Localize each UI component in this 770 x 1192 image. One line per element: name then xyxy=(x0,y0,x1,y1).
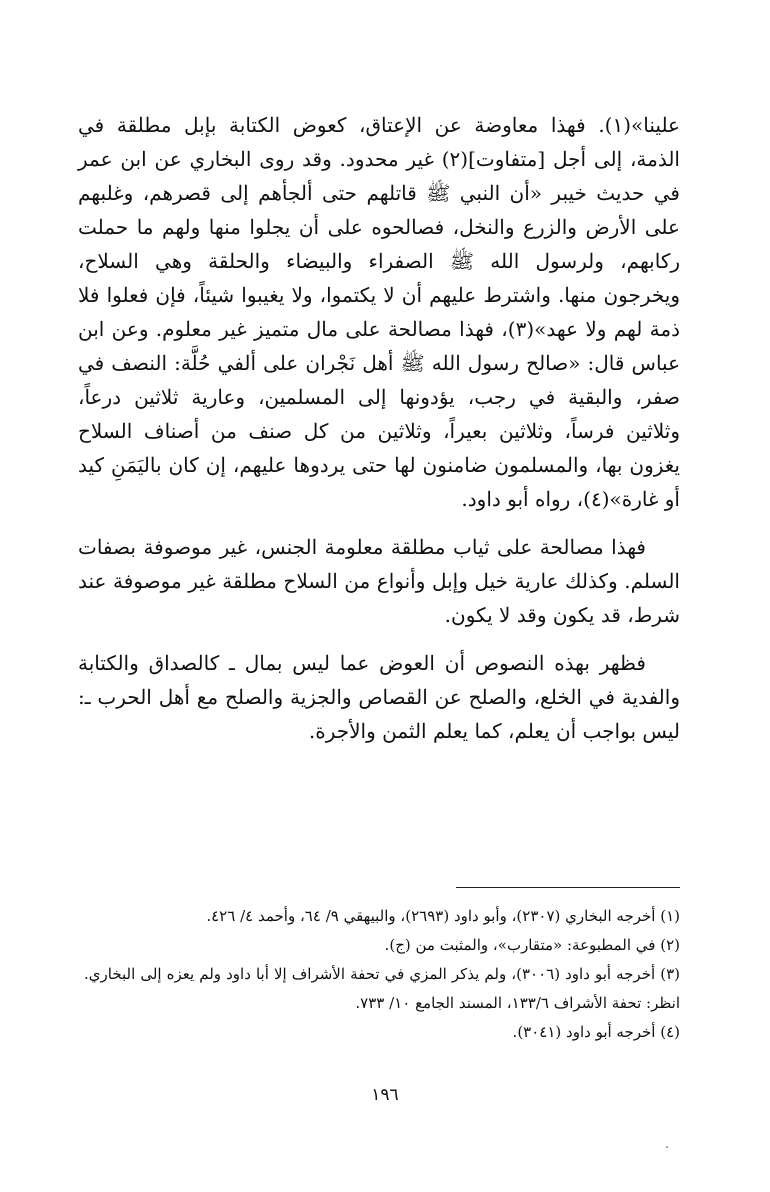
footnote-2: (٢) في المطبوعة: «متقارب»، والمثبت من (ج). xyxy=(384,936,680,954)
main-text xyxy=(78,108,680,762)
footnote-divider xyxy=(456,887,680,888)
footnote-3: (٣) أخرجه أبو داود (٣٠٠٦)، ولم يذكر المزي في تحفة الأشراف إلا أبا داود ولم يعزه إلى البخاري. انظر: تحفة الأشراف ١٣٣/٦، المسند الجامع ١٠/ ٧٣٣. xyxy=(84,965,680,1012)
footnote-4: (٤) أخرجه أبو داود (٣٠٤١). xyxy=(512,1023,680,1041)
paragraph-1: علينا»(١). فهذا معاوضة عن الإعتاق، كعوض الكتابة بإبل مطلقة في الذمة، إلى أجل [متفاوت](٢) غير محدود. وقد روى البخاري عن ابن عمر في حديث خيبر «أن النبي ﷺ قاتلهم حتى ألجأهم إلى قصرهم، وغلبهم على الأرض والزرع والنخل، فصالحوه على أن يجلوا منها ولهم ما حملت ركابهم، ولرسول الله ﷺ الصفراء والبيضاء والحلقة وهي السلاح، ويخرجون منها. واشترط عليهم أن لا يكتموا، ولا يغيبوا شيئاً، فإن فعلوا فلا ذمة لهم ولا عهد»(٣)، فهذا مصالحة على مال متميز غير معلوم. وعن ابن عباس قال: «صالح رسول الله ﷺ أهل نَجْران على ألفي حُلَّة: النصف في صفر، والبقية في رجب، يؤدونها إلى المسلمين، وعارية ثلاثين درعاً، وثلاثين فرساً، وثلاثين بعيراً، وثلاثين من كل صنف من أصناف السلاح يغزون بها، والمسلمون ضامنون لها حتى يردوها عليهم، إن كان باليَمَنِ كيد أو غارة»(٤)، رواه أبو داود. xyxy=(78,113,680,511)
paragraph-2: فهذا مصالحة على ثياب مطلقة معلومة الجنس، غير موصوفة بصفات السلم. وكذلك عارية خيل وإبل وأنواع من السلاح مطلقة غير موصوفة عند شرط، قد يكون وقد لا يكون. xyxy=(78,535,680,627)
scan-speck xyxy=(666,1146,668,1148)
paragraph-3: فظهر بهذه النصوص أن العوض عما ليس بمال ـ كالصداق والكتابة والفدية في الخلع، والصلح عن القصاص والجزية والصلح مع أهل الحرب ـ: ليس بواجب أن يعلم، كما يعلم الثمن والأجرة. xyxy=(78,651,680,743)
footnote-1: (١) أخرجه البخاري (٢٣٠٧)، وأبو داود (٢٦٩٣)، والبيهقي ٩/ ٦٤، وأحمد ٤/ ٤٢٦. xyxy=(206,907,680,925)
page-number: ١٩٦ xyxy=(371,1085,399,1105)
footnotes xyxy=(84,902,680,1047)
